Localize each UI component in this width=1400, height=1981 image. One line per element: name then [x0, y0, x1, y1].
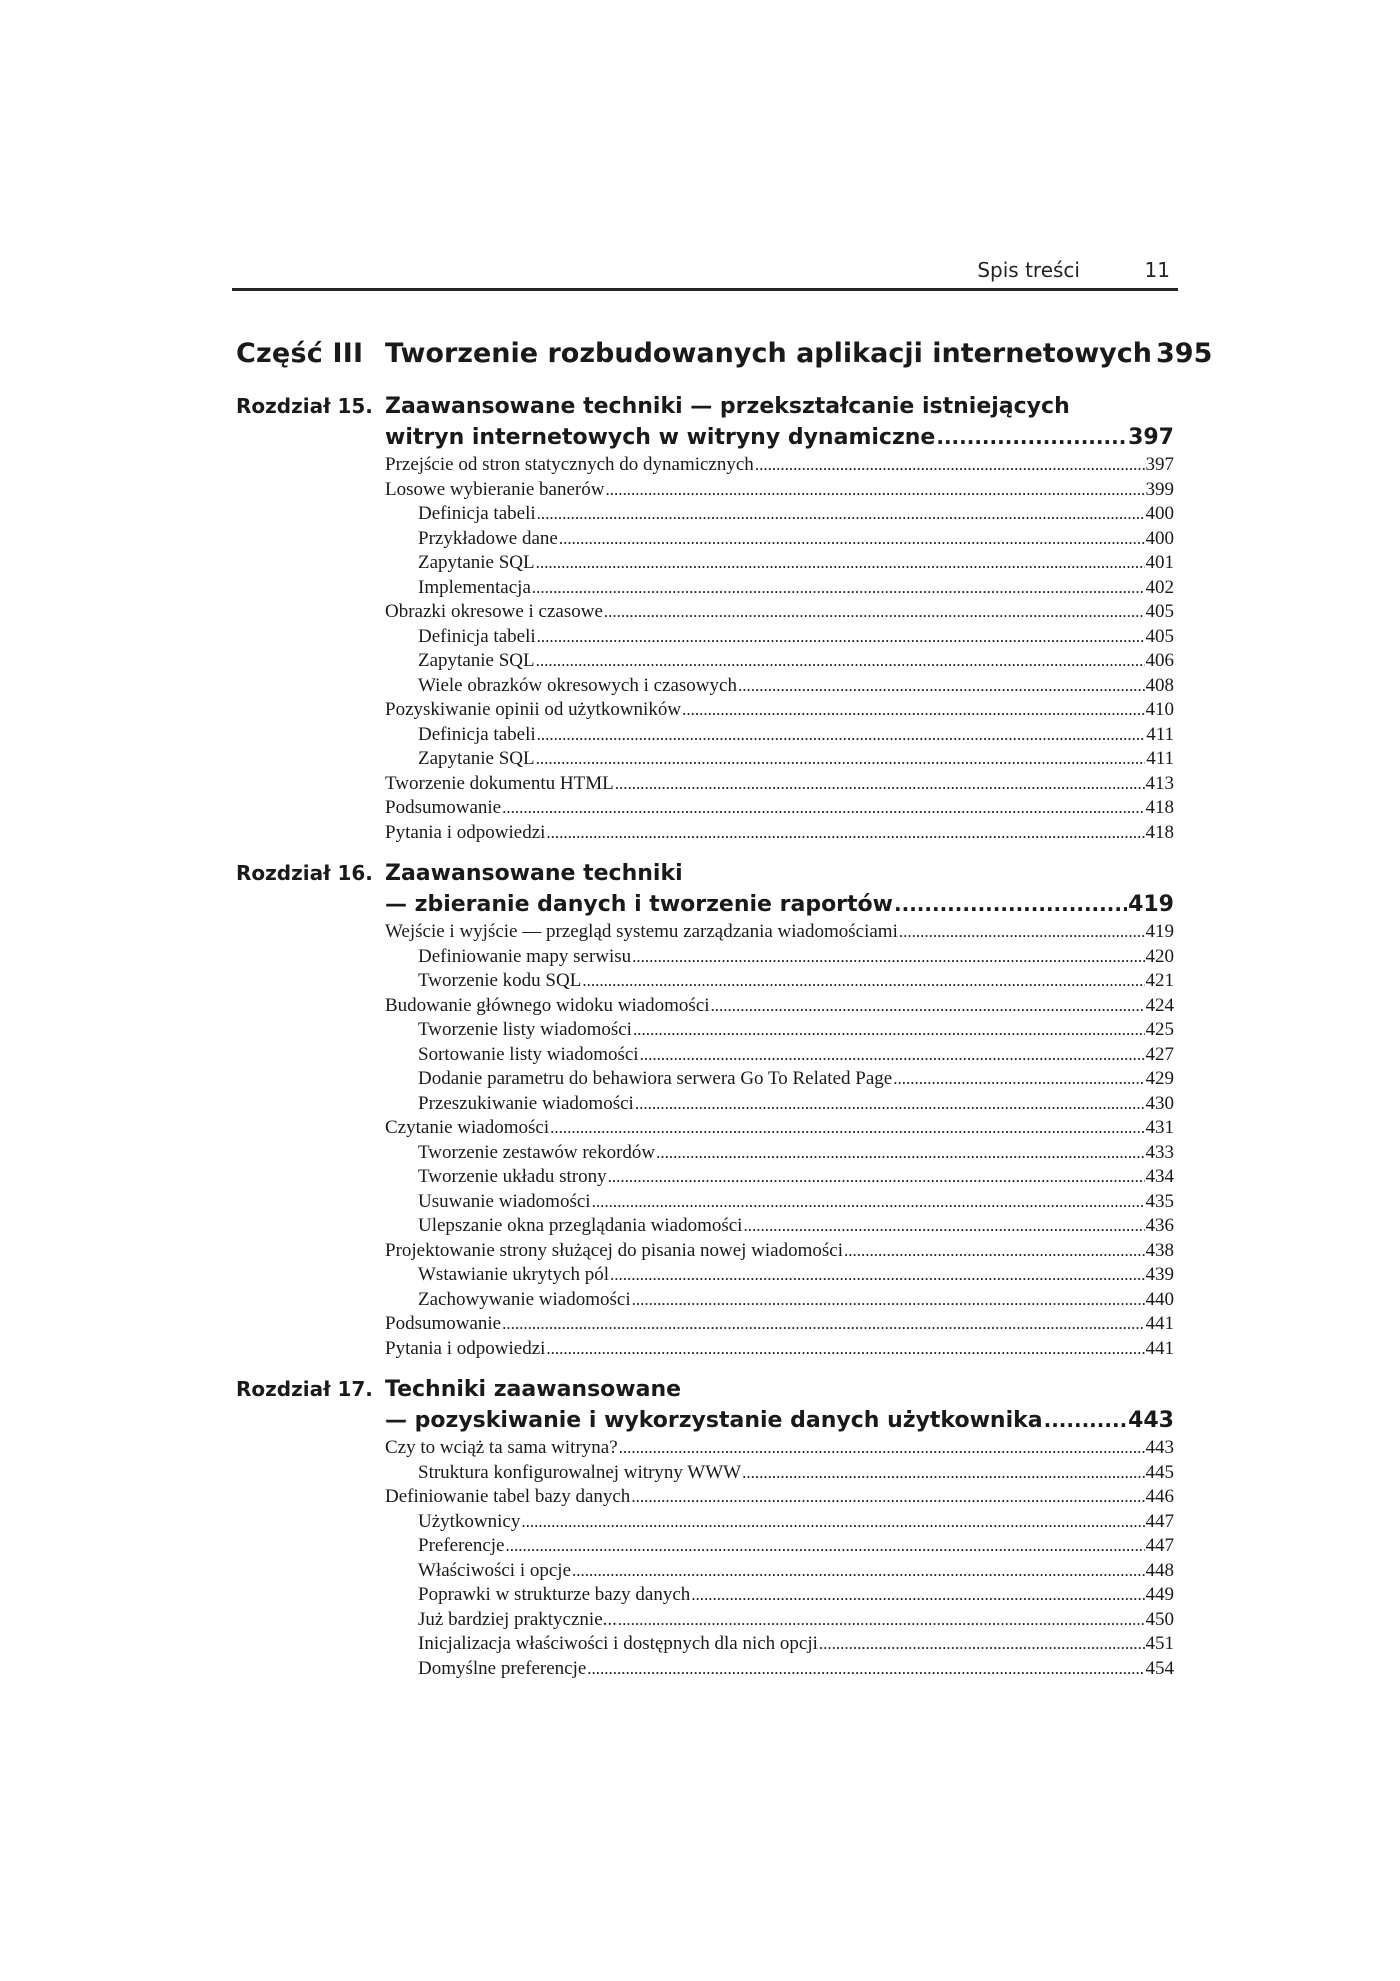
- dot-leader: [633, 1018, 1145, 1043]
- chapter-label: Rozdział 15.: [236, 394, 373, 418]
- dot-leader: [532, 576, 1145, 601]
- entry-page: 411: [1146, 723, 1174, 745]
- chapter-label: Rozdział 16.: [236, 861, 373, 885]
- toc-entry[interactable]: [385, 796, 1174, 821]
- entry-title: Zachowywanie wiadomości: [418, 1288, 631, 1310]
- entry-page: 435: [1145, 1190, 1174, 1212]
- entry-title: Tworzenie dokumentu HTML: [385, 772, 614, 794]
- toc-subentry[interactable]: [385, 969, 1174, 994]
- entry-title: Definicja tabeli: [418, 503, 536, 524]
- chapter-title-line1: Zaawansowane techniki — przekształcanie istniejących: [385, 394, 1070, 419]
- toc-subentry[interactable]: [385, 1461, 1174, 1486]
- entry-title: Sortowanie listy wiadomości: [418, 1043, 639, 1065]
- entry-page: 448: [1145, 1559, 1174, 1581]
- entry-page: 400: [1145, 527, 1174, 549]
- chapter-page: 419: [1128, 892, 1174, 917]
- entry-title: Podsumowanie: [385, 797, 502, 818]
- entry-page: 397: [1145, 454, 1174, 475]
- dot-leader: [537, 625, 1145, 650]
- entry-page: 451: [1145, 1633, 1174, 1654]
- chapter-title-line1: Zaawansowane techniki: [385, 861, 683, 886]
- toc-entry[interactable]: [385, 1485, 1174, 1510]
- toc-subentry[interactable]: [385, 1534, 1174, 1559]
- dot-leader: [615, 772, 1145, 797]
- entry-title: Właściwości i opcje: [418, 1559, 572, 1581]
- entry-title: Czy to wciąż ta sama witryna?: [385, 1437, 618, 1458]
- toc-subentry[interactable]: [385, 1263, 1174, 1288]
- entry-page: 445: [1145, 1461, 1174, 1483]
- chapter-15: [232, 392, 1178, 845]
- entry-page: 406: [1145, 650, 1174, 671]
- dot-leader: [844, 1239, 1144, 1264]
- entry-page: 449: [1145, 1584, 1174, 1605]
- entry-page: 420: [1145, 945, 1174, 967]
- entry-title: Pytania i odpowiedzi: [385, 821, 546, 843]
- dot-leader: [546, 821, 1144, 846]
- entry-title: Domyślne preferencje: [418, 1657, 587, 1679]
- toc-subentry[interactable]: [385, 551, 1174, 576]
- dot-leader: [691, 1583, 1144, 1608]
- toc-entry[interactable]: [385, 1436, 1174, 1461]
- entry-page: 438: [1145, 1239, 1174, 1261]
- dot-leader: [604, 600, 1145, 625]
- entry-title: Przeszukiwanie wiadomości: [418, 1092, 634, 1114]
- entry-title: Zapytanie SQL: [418, 748, 535, 769]
- entry-title: Tworzenie zestawów rekordów: [418, 1141, 656, 1163]
- toc-subentry[interactable]: [385, 1559, 1174, 1584]
- toc-entry[interactable]: [385, 920, 1174, 945]
- toc-subentry[interactable]: [385, 674, 1174, 699]
- part-heading: [232, 336, 1213, 380]
- dot-leader: [536, 551, 1145, 576]
- entry-title: Preferencje: [418, 1535, 505, 1556]
- entry-page: 450: [1145, 1608, 1174, 1630]
- header-rule: [232, 288, 1178, 291]
- entry-page: 425: [1145, 1019, 1174, 1040]
- dot-leader: [632, 945, 1144, 970]
- chapter-title: [385, 1375, 1174, 1436]
- toc-subentry[interactable]: [385, 1214, 1174, 1239]
- toc-entry[interactable]: [385, 600, 1174, 625]
- entry-page: 424: [1145, 994, 1174, 1016]
- entry-title: Budowanie głównego widoku wiadomości: [385, 994, 710, 1016]
- part-title: Tworzenie rozbudowanych aplikacji internetowych: [385, 338, 1153, 369]
- running-head: [232, 254, 1178, 286]
- toc-subentry[interactable]: [385, 1018, 1174, 1043]
- dot-leader: [755, 453, 1145, 478]
- toc-entry[interactable]: [385, 698, 1174, 723]
- entry-title: Definicja tabeli: [418, 723, 536, 745]
- part-label: Część III: [236, 338, 364, 369]
- entry-title: Inicjalizacja właściwości i dostępnych dla nich opcji: [418, 1633, 818, 1654]
- entry-page: 441: [1145, 1313, 1174, 1334]
- toc-subentry[interactable]: [385, 576, 1174, 601]
- running-head-title: Spis treści: [977, 258, 1080, 282]
- toc-subentry[interactable]: [385, 1288, 1174, 1313]
- dot-leader: [502, 1312, 1144, 1337]
- part-page: 395: [1156, 338, 1213, 369]
- entry-title: Zapytanie SQL: [418, 552, 535, 573]
- dot-leader: [635, 1092, 1145, 1117]
- toc-subentry[interactable]: [385, 747, 1174, 772]
- toc-entry[interactable]: [385, 1337, 1174, 1362]
- toc-subentry[interactable]: [385, 723, 1174, 748]
- dot-leader: [537, 502, 1145, 527]
- entry-title: Zapytanie SQL: [418, 650, 535, 671]
- entry-page: 430: [1145, 1092, 1174, 1114]
- dot-leader: [640, 1043, 1145, 1068]
- dot-leader: [587, 1657, 1144, 1682]
- entry-page: 427: [1145, 1043, 1174, 1065]
- entry-title: Przykładowe dane: [418, 527, 558, 549]
- toc-subentry[interactable]: [385, 1510, 1174, 1535]
- dot-leader: [559, 527, 1145, 552]
- toc-subentry[interactable]: [385, 1657, 1174, 1682]
- entry-title: Ulepszanie okna przeglądania wiadomości: [418, 1215, 743, 1236]
- chapter-title-line2: witryn internetowych w witryny dynamiczne: [385, 425, 936, 450]
- entry-page: 441: [1145, 1337, 1174, 1359]
- dot-leader: [608, 1165, 1145, 1190]
- entry-title: Poprawki w strukturze bazy danych: [418, 1584, 691, 1605]
- entry-title: Użytkownicy: [418, 1510, 521, 1532]
- toc-subentry[interactable]: [385, 1583, 1174, 1608]
- chapter-17: [232, 1375, 1178, 1681]
- entry-page: 408: [1145, 674, 1174, 696]
- entry-title: Dodanie parametru do behawiora serwera Go To Related Page: [418, 1068, 893, 1089]
- dot-leader: [743, 1214, 1144, 1239]
- entry-page: 413: [1145, 772, 1174, 794]
- dot-leader: [631, 1485, 1144, 1510]
- entry-page: 434: [1145, 1166, 1174, 1187]
- entry-page: 446: [1145, 1486, 1174, 1507]
- entry-title: Definiowanie tabel bazy danych: [385, 1486, 631, 1507]
- entry-title: Pozyskiwanie opinii od użytkowników: [385, 699, 682, 720]
- toc-entry[interactable]: [385, 994, 1174, 1019]
- chapter-page: 397: [1128, 425, 1174, 450]
- toc-subentry[interactable]: [385, 1043, 1174, 1068]
- dot-leader: [656, 1141, 1144, 1166]
- entry-page: 419: [1145, 921, 1174, 942]
- entry-page: 399: [1145, 478, 1174, 500]
- entry-page: 421: [1145, 970, 1174, 991]
- dot-leader: [742, 1461, 1144, 1486]
- dot-leader: [582, 969, 1144, 994]
- entry-page: 405: [1145, 601, 1174, 622]
- entry-page: 436: [1145, 1215, 1174, 1236]
- toc-subentry[interactable]: [385, 502, 1174, 527]
- entry-page: 418: [1145, 821, 1174, 843]
- dot-leader: [682, 698, 1144, 723]
- toc-subentry[interactable]: [385, 1067, 1174, 1092]
- entry-title: Usuwanie wiadomości: [418, 1190, 591, 1212]
- page-number: 11: [1144, 258, 1170, 282]
- entry-title: Tworzenie kodu SQL: [418, 970, 582, 991]
- entry-page: 429: [1145, 1068, 1174, 1089]
- toc-entry[interactable]: [385, 453, 1174, 478]
- entry-page: 401: [1145, 552, 1174, 573]
- entry-title: Wiele obrazków okresowych i czasowych: [418, 674, 737, 696]
- dot-leader: [502, 796, 1144, 821]
- toc-entry[interactable]: [385, 1116, 1174, 1141]
- entry-page: 400: [1145, 503, 1174, 524]
- entry-title: Projektowanie strony służącej do pisania nowej wiadomości: [385, 1239, 844, 1261]
- dot-leader: [592, 1190, 1145, 1215]
- toc-entry[interactable]: [385, 772, 1174, 797]
- toc-subentry[interactable]: [385, 1141, 1174, 1166]
- toc-subentry[interactable]: [385, 1165, 1174, 1190]
- entry-page: 440: [1145, 1288, 1174, 1310]
- toc-subentry[interactable]: [385, 1632, 1174, 1657]
- dot-leader: [546, 1337, 1144, 1362]
- dot-leader: [550, 1116, 1144, 1141]
- toc-entry[interactable]: [385, 821, 1174, 846]
- entry-title: Obrazki okresowe i czasowe: [385, 601, 603, 622]
- entry-title: Pytania i odpowiedzi: [385, 1337, 546, 1359]
- toc-subentry[interactable]: [385, 1608, 1174, 1633]
- chapter-label: Rozdział 17.: [236, 1377, 373, 1401]
- toc-entry[interactable]: [385, 1312, 1174, 1337]
- chapter-title: [385, 859, 1174, 920]
- entry-title: Losowe wybieranie banerów: [385, 478, 605, 500]
- dot-leader: [610, 1263, 1144, 1288]
- dot-leader: [506, 1534, 1145, 1559]
- dot-leader: [899, 920, 1145, 945]
- entry-title: Tworzenie listy wiadomości: [418, 1019, 632, 1040]
- chapter-title-line1: Techniki zaawansowane: [385, 1377, 682, 1402]
- entry-title: Przejście od stron statycznych do dynamicznych: [385, 454, 754, 475]
- dot-leader: [894, 889, 1127, 919]
- dot-leader: [711, 994, 1145, 1019]
- entry-title: Definiowanie mapy serwisu: [418, 945, 632, 967]
- chapter-page: 443: [1128, 1408, 1174, 1433]
- toc-entry[interactable]: [385, 478, 1174, 503]
- entry-page: 402: [1145, 576, 1174, 598]
- dot-leader: [893, 1067, 1144, 1092]
- dot-leader: [618, 1608, 1145, 1633]
- part-title-row: [385, 338, 1213, 369]
- entry-title: Już bardziej praktycznie...: [418, 1608, 617, 1630]
- dot-leader: [1044, 1405, 1127, 1435]
- dot-leader: [619, 1436, 1145, 1461]
- dot-leader: [521, 1510, 1144, 1535]
- dot-leader: [537, 723, 1146, 748]
- dot-leader: [605, 478, 1144, 503]
- entry-page: 443: [1145, 1437, 1174, 1458]
- entry-page: 433: [1145, 1141, 1174, 1163]
- entry-page: 447: [1145, 1535, 1174, 1556]
- dot-leader: [632, 1288, 1145, 1313]
- entry-title: Wstawianie ukrytych pól: [418, 1264, 610, 1285]
- toc-subentry[interactable]: [385, 527, 1174, 552]
- toc-entry[interactable]: [385, 1239, 1174, 1264]
- entry-page: 431: [1145, 1117, 1174, 1138]
- dot-leader: [572, 1559, 1144, 1584]
- entry-title: Czytanie wiadomości: [385, 1117, 550, 1138]
- entry-page: 447: [1145, 1510, 1174, 1532]
- entry-page: 405: [1145, 625, 1174, 647]
- toc-subentry[interactable]: [385, 625, 1174, 650]
- toc-subentry[interactable]: [385, 945, 1174, 970]
- dot-leader: [819, 1632, 1145, 1657]
- dot-leader: [536, 747, 1146, 772]
- chapter-title-line2: — pozyskiwanie i wykorzystanie danych użytkownika: [385, 1408, 1043, 1433]
- toc-subentry[interactable]: [385, 649, 1174, 674]
- entry-page: 411: [1146, 748, 1174, 769]
- entry-title: Wejście i wyjście — przegląd systemu zarządzania wiadomościami: [385, 921, 898, 942]
- chapter-16: [232, 859, 1178, 1361]
- chapter-title: [385, 392, 1174, 453]
- dot-leader: [536, 649, 1145, 674]
- entry-title: Implementacja: [418, 576, 531, 598]
- chapter-title-line2: — zbieranie danych i tworzenie raportów: [385, 892, 893, 917]
- entry-title: Definicja tabeli: [418, 625, 536, 647]
- entry-title: Struktura konfigurowalnej witryny WWW: [418, 1461, 742, 1483]
- entry-title: Podsumowanie: [385, 1313, 502, 1334]
- entry-page: 439: [1145, 1264, 1174, 1285]
- dot-leader: [738, 674, 1145, 699]
- entry-page: 410: [1145, 699, 1174, 720]
- entry-title: Tworzenie układu strony: [418, 1166, 607, 1187]
- entry-page: 418: [1145, 797, 1174, 818]
- dot-leader: [936, 422, 1127, 452]
- toc-subentry[interactable]: [385, 1092, 1174, 1117]
- entry-page: 454: [1145, 1657, 1174, 1679]
- toc-subentry[interactable]: [385, 1190, 1174, 1215]
- table-of-contents: [232, 336, 1213, 1695]
